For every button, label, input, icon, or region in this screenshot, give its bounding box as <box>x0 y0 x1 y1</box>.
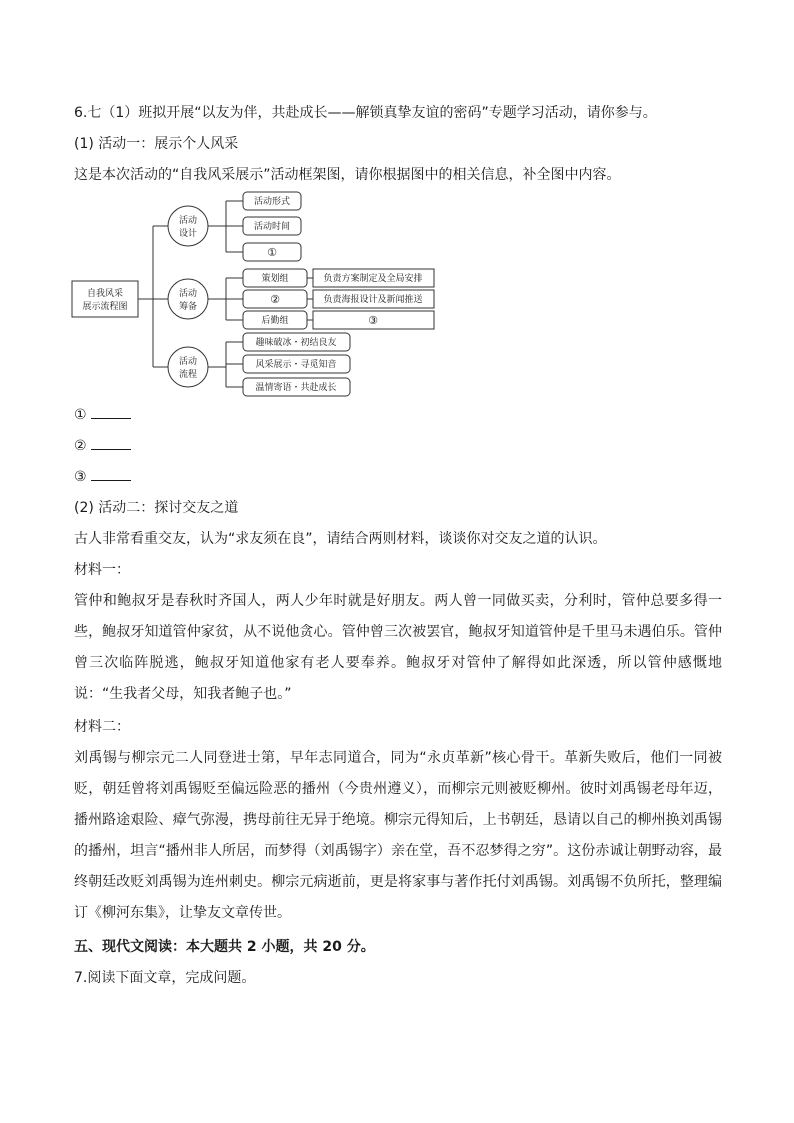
activity-1-heading: (1) 活动一：展示个人风采 <box>74 136 239 152</box>
branch3-line-2: 流程 <box>178 370 198 380</box>
material-2-label: 材料二： <box>74 719 130 735</box>
b1-item-3: ① <box>267 246 277 259</box>
branch1-line-2: 设计 <box>178 229 198 239</box>
material-1-label: 材料一： <box>74 562 130 578</box>
diagram-branch-prep <box>168 279 208 319</box>
framework-diagram <box>70 188 450 400</box>
b3-item-3: 温情寄语・共赴成长 <box>255 383 337 393</box>
b1-item-2: 活动时间 <box>253 222 291 232</box>
activity-2-heading: (2) 活动二：探讨交友之道 <box>74 500 239 516</box>
b2-detail-1: 负责方案制定及全局安排 <box>323 274 423 284</box>
b3-item-2: 风采展示・寻觅知音 <box>255 360 337 370</box>
section-5-heading: 五、现代文阅读：本大题共 2 小题，共 20 分。 <box>74 939 375 955</box>
b2-item-3: 后勤组 <box>261 316 289 326</box>
answer-blank-3[interactable]: ③ <box>74 467 131 487</box>
root-line-1: 自我风采 <box>86 289 124 299</box>
activity-2-prompt: 古人非常看重交友，认为“求友须在良”，请结合两则材料，谈谈你对交友之道的认识。 <box>74 531 607 547</box>
activity-1-prompt: 这是本次活动的“自我风采展示”活动框架图，请你根据图中的相关信息，补全图中内容。 <box>74 167 621 183</box>
branch2-line-1: 活动 <box>178 289 198 299</box>
answer-blank-2[interactable]: ② <box>74 436 131 456</box>
b2-item-2: ② <box>270 293 280 306</box>
b1-item-1: 活动形式 <box>253 197 291 207</box>
b2-item-1: 策划组 <box>261 274 289 284</box>
diagram-branch-design <box>168 206 208 246</box>
b2-detail-2: 负责海报设计及新闻推送 <box>323 295 423 305</box>
branch3-line-1: 活动 <box>178 357 198 367</box>
branch1-line-1: 活动 <box>178 216 198 226</box>
answer-blank-1[interactable]: ① <box>74 405 131 425</box>
b2-detail-3: ③ <box>368 314 378 327</box>
material-1-text: 管仲和鲍叔牙是春秋时齐国人，两人少年时就是好朋友。两人曾一同做买卖，分利时，管仲总要多得一些，鲍叔牙知道管仲家贫，从不说他贪心。管仲曾三次被罢官，鲍叔牙知道管仲是千里马未遇伯乐。管仲曾三次临阵脱逃，鲍叔牙知道他家有老人要奉养。鲍叔牙对管仲了解得如此深透，所以管仲感慨地说：“生我者父母，知我者鲍子也。” <box>74 593 722 702</box>
material-2-text: 刘禹锡与柳宗元二人同登进士第，早年志同道合，同为“永贞革新”核心骨干。革新失败后，他们一同被贬，朝廷曾将刘禹锡贬至偏远险恶的播州（今贵州遵义），而柳宗元则被贬柳州。彼时刘禹锡老母年迈，播州路途艰险、瘴气弥漫，携母前往无异于绝境。柳宗元得知后，上书朝廷，恳请以自己的柳州换刘禹锡的播州，坦言“播州非人所居，而梦得（刘禹锡字）亲在堂，吾不忍梦得之穷”。这份赤诚让朝野动容，最终朝廷改贬刘禹锡为连州刺史。柳宗元病逝前，更是将家事与著作托付刘禹锡。刘禹锡不负所托，整理编订《柳河东集》，让挚友文章传世。 <box>74 750 722 921</box>
diagram-branch-flow <box>168 347 208 387</box>
root-line-2: 展示流程图 <box>82 302 128 312</box>
branch2-line-2: 筹备 <box>178 302 198 312</box>
question-7-title: 7.阅读下面文章，完成问题。 <box>74 970 256 986</box>
question-6-title: 6.七（1）班拟开展“以友为伴，共赴成长——解锁真挚友谊的密码”专题学习活动，请你参与。 <box>74 105 657 121</box>
b3-item-1: 趣味破冰・初结良友 <box>255 338 337 348</box>
